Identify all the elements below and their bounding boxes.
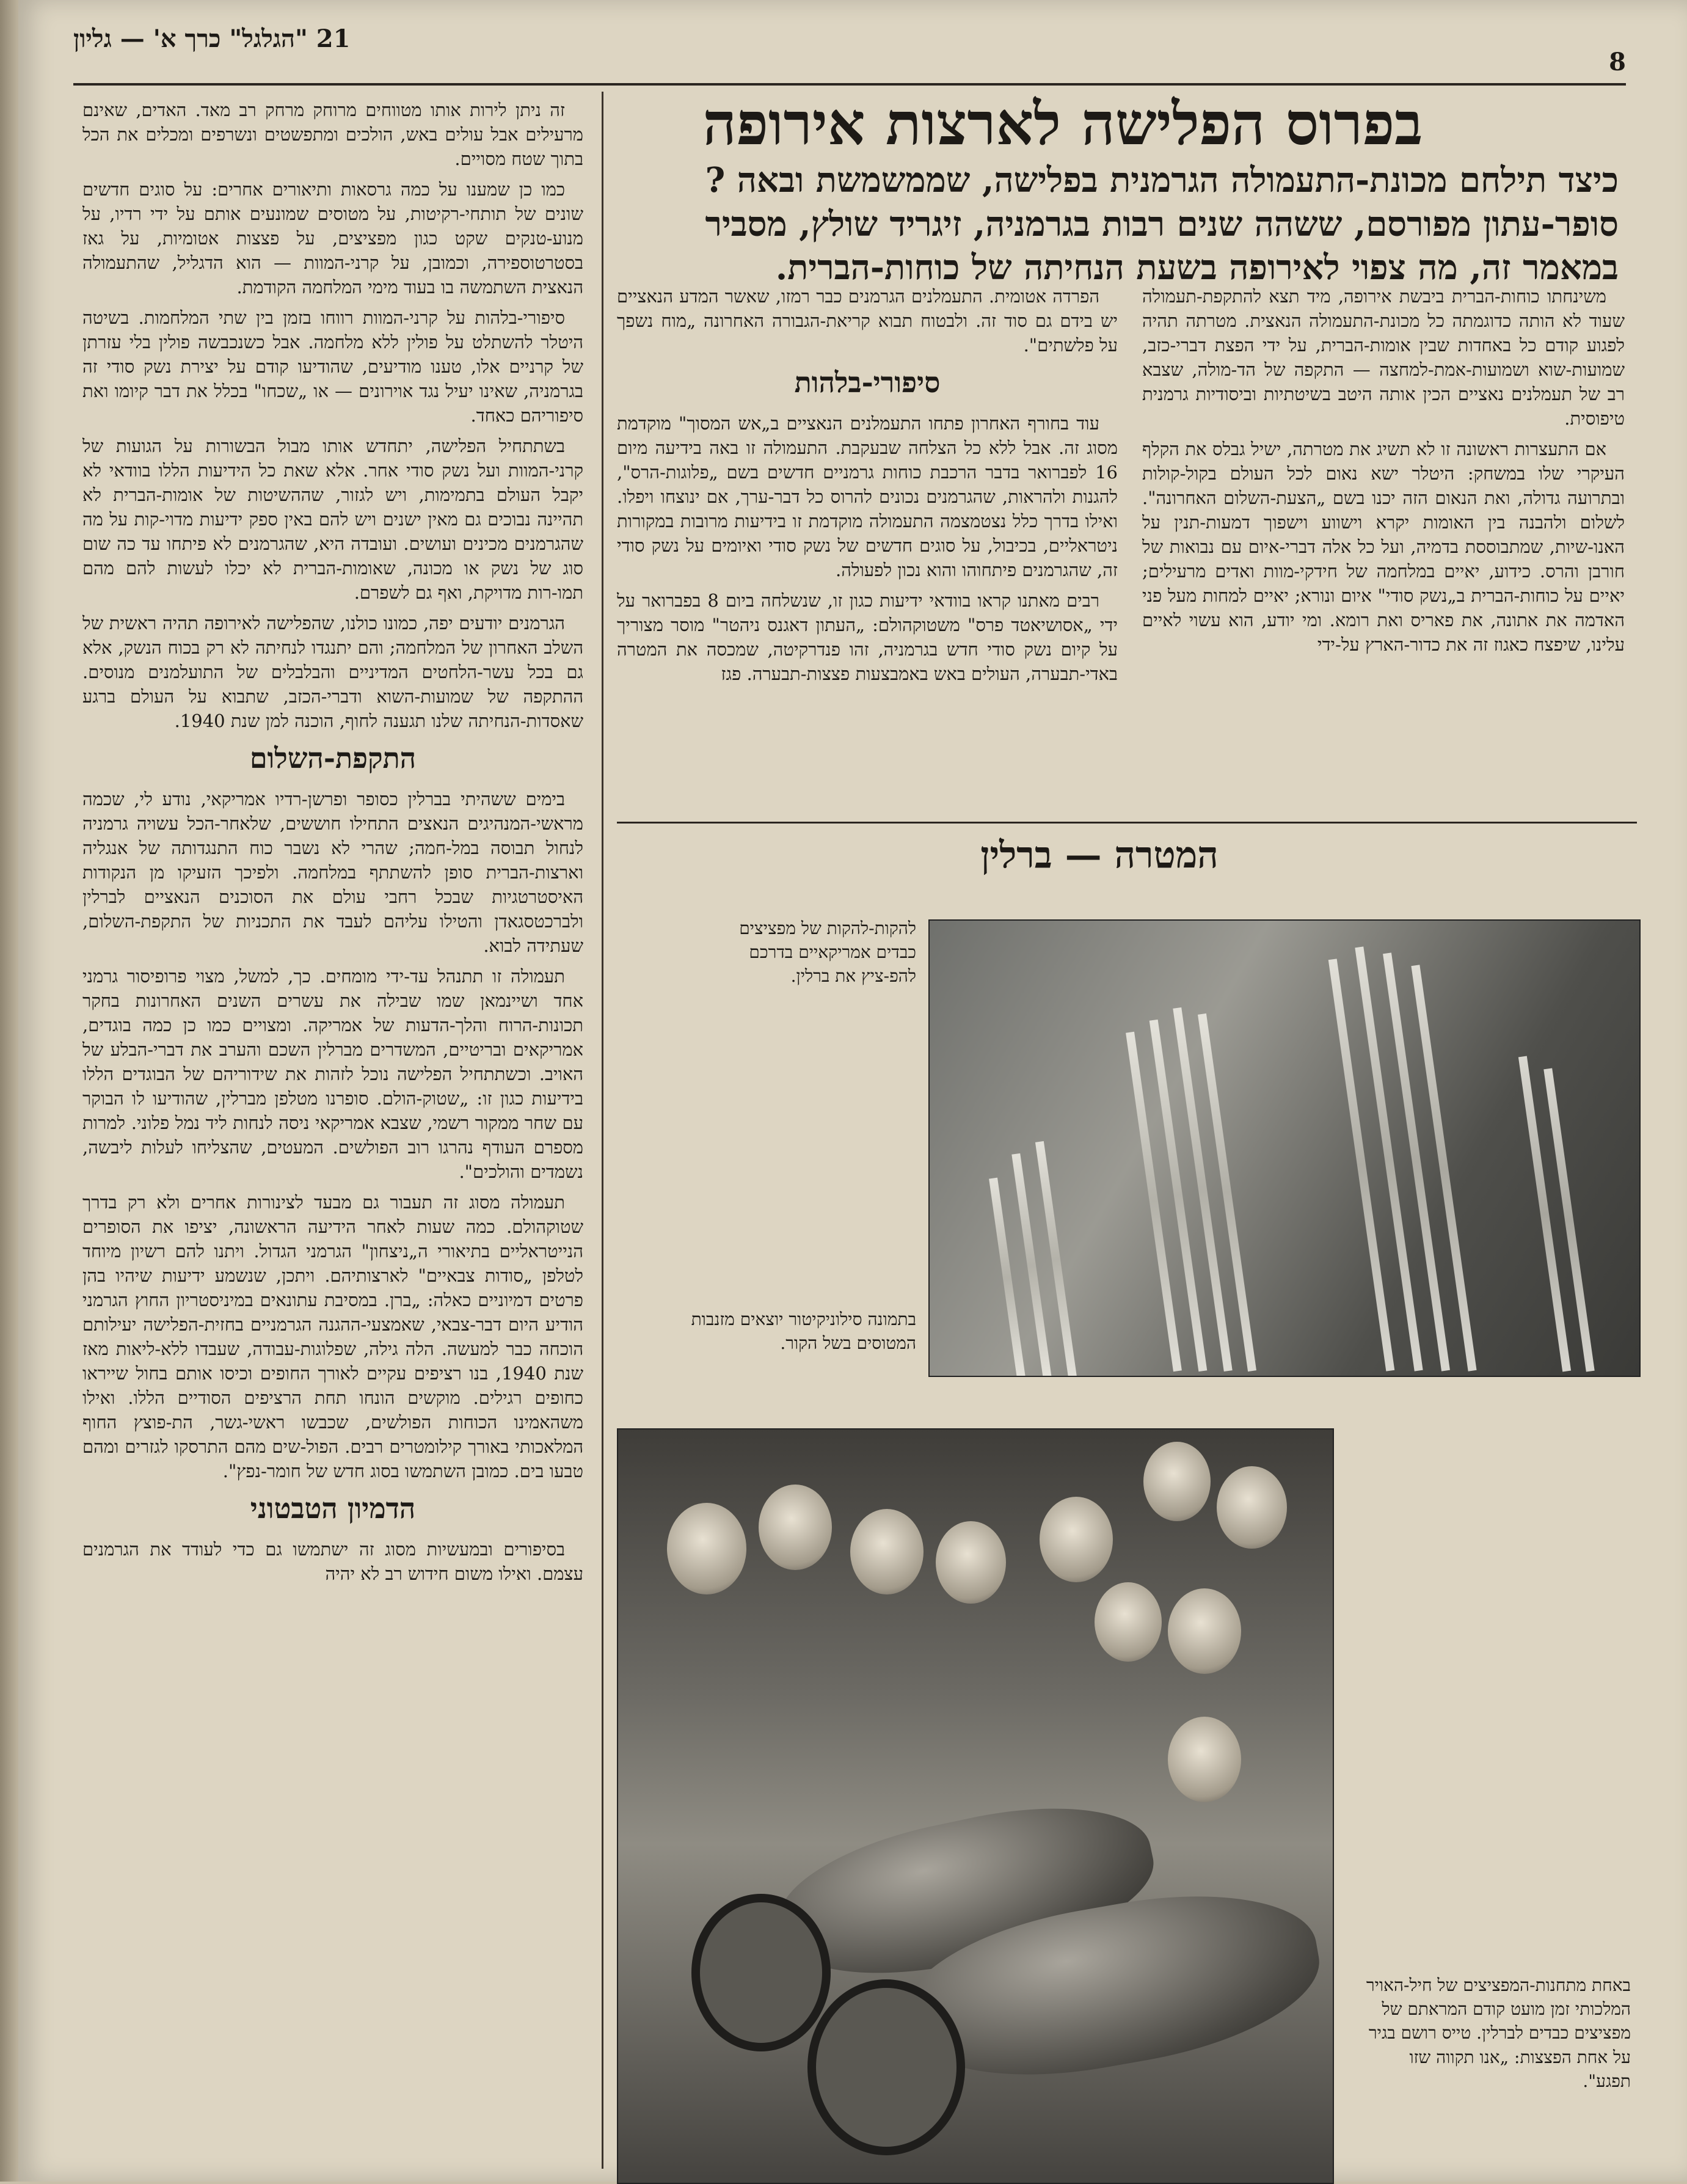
paragraph: זה ניתן לירות אותו מטווחים מרוחק מרחק רב מאד. האדים, שאינם מרעילים אבל עולים באש, הולכים ומתפשטים ונשרפים ומכלים את הכל בתוך שטח מסויים. bbox=[82, 100, 583, 170]
paragraph: תעמולה מסוג זה תעבור גם מבעד לצינורות אחרים ולא רק בדרך שטוקהולם. כמה שעות לאחר הידיעה הראשונה, יציפו את הסופרים הנייטראליים בתיאורי ה„ניצחון" הגרמני הגדול. ויתנו להם רשיון מיוחד לטלפן „סודות צבאיים" לארצותיהם. ויתכן, שנשמע ידיעות שיהיו בהן פרטים דמיוניים כאלה: „ברן. במסיבת עתונאים במיניסטריון החוץ הגרמני הודיע היום דבר-צבאי, שאמצעי-ההגנה הגרמניים בחזית-הפלישה יעילותם הוכחה כבר למעשה. הלה גילה, שפלוגות-עבודה, שעבדו ללא-ליאות מאז שנת 1940, בנו רציפים עקיים לאורך החופים וכיסו אותם בחול שייראו כחופים רגילים. מוקשים הונחו תחת הרציפים הסודיים הללו. ואילו משהאמינו הכוחות הפולשים, שכבשו ראשי-גשר, הת-פוצץ החוף המלאכותי באורך קילומטרים רבים. הפול-שים מהם התרסקו לגזרים ומהם טבעו בים. כמובן השתמשו בסוג חדש של חומר-נפץ". bbox=[82, 1192, 583, 1482]
right-text-column bbox=[1142, 284, 1625, 816]
section-heading: הדמיון הטבטוני bbox=[250, 1492, 416, 1525]
section-rule bbox=[617, 822, 1637, 824]
photo-caption-crew: באחת מתחנות-המפציצים של חיל-האויר המלכותי זמן מועט קודם המראתם של מפציצים כבדים לברלין. טייס רושם בגיר על אחת הפצצות: „אנו תקווה שזו תפגע". bbox=[1366, 1975, 1631, 2091]
column-divider bbox=[602, 92, 603, 2169]
paragraph: בימים ששהיתי בברלין כסופר ופרשן-רדיו אמריקאי, נודע לי, שכמה מראשי-המנהיגים הנאצים התחילו חוששים, שלאחר-הכל עשויה גרמניה לנחול תבוסה במל-חמה; שהרי לא נשבר כוח התנגדותה של אנגליה וארצות-הברית סופן להשתתף במלחמה. ולפיכך הזעיקו מן הנקודות האיסטרטגיות שבכל רחבי עולם את הסוכנים הנאציים לברלין ולברכטסגאדן והטילו עליהם לעבד את התכניות של התקפת-השלום, שעתידה לבוא. bbox=[82, 788, 583, 956]
paragraph: אם התעצרות ראשונה זו לא תשיג את מטרתה, ישיל גבלס את הקלף העיקרי שלו במשחק: היטלר ישא נאום לכל העולם בקול-קולות ובתרועה גדולה, ואת הנאום הזה יכנו בשם „הצעת-השלום האחרונה". לשלום ולהבנה בין האומות יקרא וישווע וישפוך דמעות-תנין על האנו-שיות, שמתבוססת בדמיה, ועל כל אלה דברי-איום עם נבואות של חורבן והרס. כידוע, יאיים במלחמה של חידקי-מוות ואדים מרעילים; יאיים על כוחות-הברית ב„נשק סודי" איום ונורא; יאיים למחות מעל פני האדמה את אתונה, את פאריס ואת רומא. ומי יודע, הוא עשוי לאיים עלינו, שיפצח כאגוז זה את כדור-הארץ על-ידי bbox=[1142, 439, 1625, 656]
paragraph: בשתתחיל הפלישה, יתחדש אותו מבול הבשורות על הגועות של קרני-המוות ועל נשק סודי אחר. אלא שאת כל הידיעות הללו בוודאי לא יקבל העולם בתמימות, ויש לגזור, שההשיטות של אומות-הברית לא תהיינה נבוכים גם מאין ישנים ויש להם באין ספק ידיעות מדוי-קות על מה שהגרמנים מכינים ועושים. ועובדה היא, שהגרמנים לא פיתחו עד כה שום סוג של נשק או מכונה, שאומות-הברית לא יכלו לעשות להם מהם תמו-רות מדויקת, ואף גם לשפרם. bbox=[82, 436, 583, 604]
paragraph: כמו כן שמענו על כמה גרסאות ותיאורים אחרים: על סוגים חדשים שונים של תותחי-רקיטות, על מטוסים שמונעים אותם על ידי רדיו, על מנוע-טנקים שקט כגון מפציצים, על פצצות אטומיות, על גאז בסטרטוספירה, וכמובן, על קרני-המוות — הוא הדגליל, שהתעמולה הנאצית השתמשה בו בעוד מימי המלחמה הקודמת. bbox=[82, 179, 583, 298]
paragraph: תעמולה זו תתנהל עד-ידי מומחים. כך, למשל, מצוי פרופיסור גרמני אחד ושיינמאן שמו שבילה את עשרים השנים האחרונות בחקר תכונות-הרוח והלך-הדעות של אמריקה. ומצויים כמו כן כמה בוגדים, אמריקאים ובריטיים, המשדרים מברלין השכם והערב את דברי-הבלע של האויב. וכשתתחיל הפלישה נוכל לזהות את שידוריהם של הבוגדים הללו בידיעות כגון זו: „שטוק-הולם. סופרנו מטלפן מברלין, שהודיעו לו הבוקר עם שחר ממקור רשמי, שצבא אמריקאי ניסה לנחות ליד נמל פלוני. למרות מספרם העודף נהרגו רוב הפולשים. המעטים, שהצליחו לעלות ליבשה, נשמדים והולכים". bbox=[82, 965, 583, 1183]
paragraph: סיפורי-בלהות על קרני-המוות רווחו בזמן בין שתי המלחמות. בשיטה היטלר להשתלט על פולין ללא מלחמה. אבל כשנכבשה פולין בלי עזרתן של קרניים אלו, טענו מודיעים, שהודיעו קודם על יצירת נשק סודי זה בגרמניה, שאינו יעיל נגד אוירונים — או „שכחו" בכלל את דבר קיומו ואת סיפוריהם כאחד. bbox=[82, 307, 583, 426]
middle-text-column bbox=[617, 284, 1118, 816]
paragraph: הגרמנים יודעים יפה, כמונו כולנו, שהפלישה לאירופה תהיה ראשית של השלב האחרון של המלחמה; והם יתנגדו לנחיתה לא רק בכוח הנשק, אלא גם בכל עשר-הלחטים המדיניים והבלבלים של התועלמנים מנוסים. ההתקפה של שמועות-השוא ודברי-הכזב, שתבוא על העולם ברגע שאסדות-הנחיתה שלנו תגענה לחוף, הוכנה למן שנת 1940. bbox=[82, 613, 583, 732]
photo-banner: המטרה — ברלין bbox=[980, 834, 1219, 877]
page-number: 8 bbox=[1609, 48, 1626, 76]
binding-gutter bbox=[0, 0, 18, 2182]
left-text-column bbox=[82, 98, 583, 2175]
paragraph: עוד בחורף האחרון פתחו התעמלנים הנאציים ב„אש המסוך" מוקדמת מסוג זה. אבל ללא כל הצלחה שבעקבת. התעמולה זו באה בידיעה מיום 16 לפברואר בדבר הרכבת כוחות גרמניים חדשים בשם „פלוגות-הרס", להגנות ולהראות, שהגרמנים נכונים להרוס כל דבר-ערך, אם ינוצחו ויפלו. ואילו בדרך כלל נצטמצמה התעמולה מוקדמת זו בידיעות מרובות במקורות ניטראליים, בכיבול, על סוגים חדשים של נשק סודי ואיומים על נשק סודי זה, שהגרמנים פיתחוהו והוא נכון לפעולה. bbox=[617, 412, 1118, 580]
header-rule bbox=[73, 83, 1626, 86]
bomber-crew-photo bbox=[617, 1428, 1334, 2184]
article-subtitle: כיצד תילחם מכונת-התעמולה הגרמנית בפלישה, שממשמשת ובאה ? סופר-עתון מפורסם, ששהה שנים רבות בגרמניה, זיגריד שולץ, מסביר במאמר זה, מה צפוי לאירופה בשעת הנחיתה של כוחות-הברית. bbox=[705, 160, 1619, 288]
photo-caption-contrails: בתמונה סילוניקיטור יוצאים מזנבות המטוסים בשל הקור. bbox=[691, 1309, 916, 1354]
running-head: 21 "הגלגל" כרך א' — גליון bbox=[73, 24, 351, 53]
paragraph: בסיפורים ובמעשיות מסוג זה ישתמשו גם כדי לעודד את הגרמנים עצמם. ואילו משום חידוש רב לא יהיה bbox=[82, 1538, 583, 1584]
article-title: בפרוס הפלישה לארצות אירופה bbox=[702, 89, 1423, 158]
paragraph: הפרדה אטומית. התעמלנים הגרמנים כבר רמזו, שאשר המדע הנאציים יש בידם גם סוד זה. ולבטוח תבוא קריאת-הגבורה האחרונה „מוח נשפך על פלשתים". bbox=[617, 286, 1118, 356]
bomber-formation-photo bbox=[928, 919, 1641, 1377]
section-heading: סיפורי-בלהות bbox=[794, 366, 941, 400]
paragraph: משינחתו כוחות-הברית ביבשת אירופה, מיד תצא להתקפת-תעמולה שעוד לא הותה כדוגמתה כל מכונת-התעמולה הנאצית. מטרתה תהיה לפגוע קודם כל באחדות שבין אומות-הברית, על ידי הפצת דברי-כזב, שמועות-שוא ושמועות-אמת-למחצה — התקפה של הד-מולה, שצבא רב של תעמלנים נאציים הכין אותה היטב בשיטתיות וביסודיות גרמנית טיפוסית. bbox=[1142, 286, 1625, 429]
paragraph: רבים מאתנו קראו בוודאי ידיעות כגון זו, שנשלחה ביום 8 בפברואר על ידי „אסושיאטד פרס" משטוקהולם: „העתון דאגנס ניהטר" מוסר מצוריך על קיום נשק סודי חדש בגרמניה, זהו פנדרקיטה, שמכסה את המטרה באדי-תבערה, העולים באש באמבצעות פצצות-תבערה. פגז bbox=[617, 590, 1118, 684]
photo-caption-top: להקות-להקות של מפציצים כבדים אמריקאיים בדרכם להפ-ציץ את ברלין. bbox=[739, 918, 916, 987]
section-heading: התקפת-השלום bbox=[249, 742, 417, 775]
